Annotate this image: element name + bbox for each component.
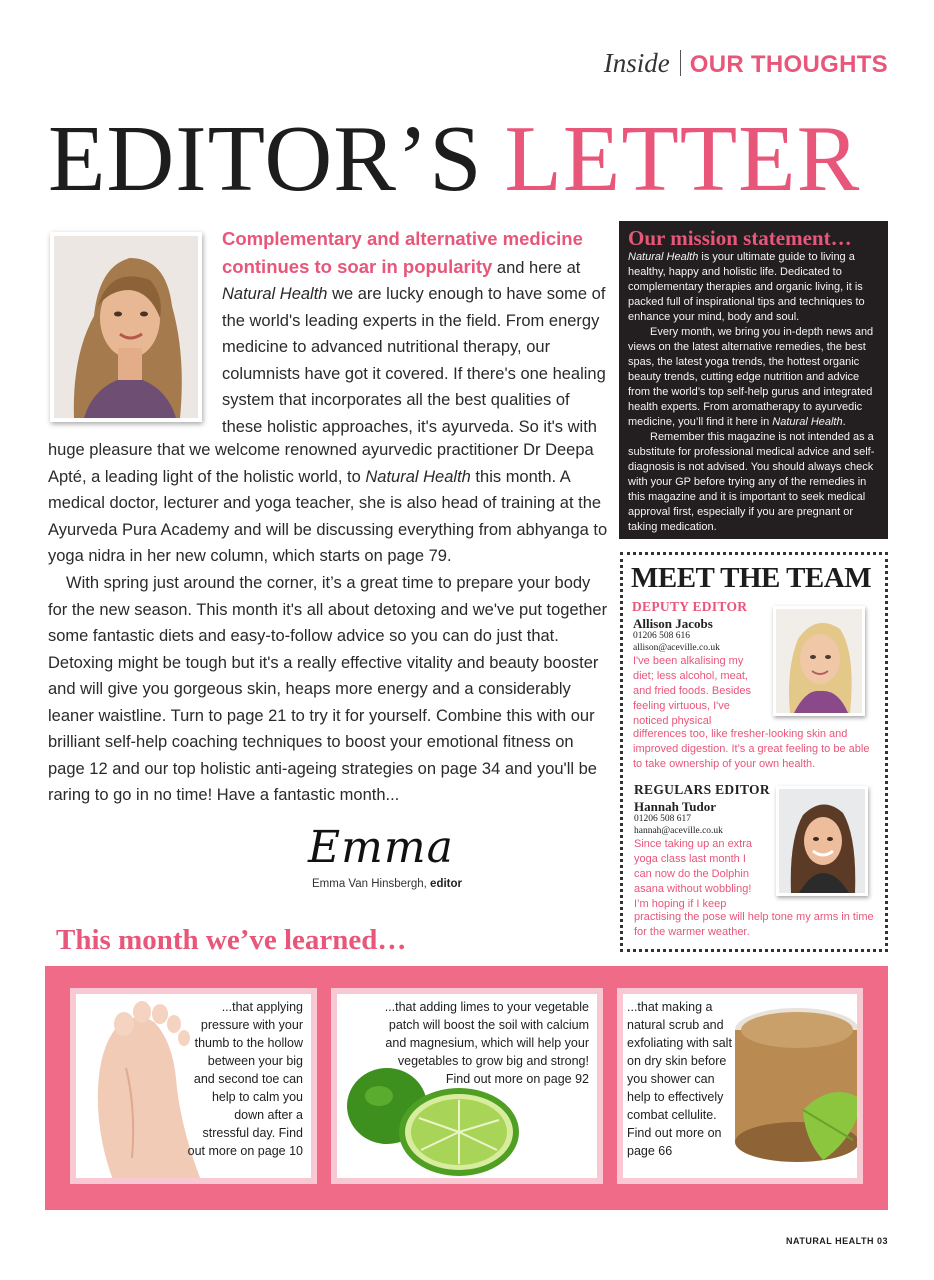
member-quote: Since taking up an extra yoga class last month I can now do the Dolphin asana without wobbling! I’m hoping if I keep [634, 838, 753, 910]
mission-text-1: is your ultimate guide to living a healthy, happy and holistic life. Dedicated to complementary therapies and organic living, it is packed full of inspirational tips and techniques to enhance your mind, body and soul. [628, 251, 865, 323]
member-role: DEPUTY EDITOR [632, 599, 748, 614]
section-label-inside: Inside [603, 48, 670, 78]
mission-paragraph-2 [628, 325, 879, 430]
mission-text-2: Every month, we bring you in-depth news and views on the latest alternative remedies, the best spas, the latest yoga trends, the hottest organic beauty trends, cutting edge nutrition and advice from the world’s top self-help gurus and integrated health experts. From aromatherapy to ayurvedic medicine, you’ll find it here in [628, 326, 874, 428]
mission-text-2-end: . [842, 416, 846, 428]
tip-text: ...that adding limes to your vegetable patch will boost the soil with calcium and magnesium, which will help your vegetables to grow big and strong! Find out more on page 92 [384, 1000, 589, 1086]
team-title: MEET THE TEAM [631, 562, 872, 594]
member-phone: 01206 508 617 [634, 814, 691, 824]
member-quote: I've been alkalising my diet; less alcohol, meat, and fried foods. Besides feeling virtuous, I've noticed physical [633, 655, 752, 727]
member-quote-continued: practising the pose will help tone my arms in time for the warmer weather. [634, 911, 874, 938]
member-portrait-illustration [776, 609, 862, 713]
intro-text-2: we are lucky enough to have some of the world's leading experts in the field. From energy medicine to advanced nutritional therapy, our columnists have got it covered. If there's one healing system that incorporates all the best qualities of these holistic approaches, it's ayurveda. So it's with [222, 285, 606, 436]
intro-continuation [48, 437, 610, 570]
member-photo [776, 786, 868, 896]
learned-title: This month we’ve learned… [56, 924, 407, 956]
member-phone: 01206 508 616 [633, 631, 690, 641]
member-email: allison@aceville.co.uk [633, 643, 720, 653]
tip-text: ...that applying pressure with your thumb to the hollow between your big and second toe can help to calm you down after a stressful day. Find out more on page 10 [187, 1000, 303, 1158]
section-header [604, 48, 888, 79]
continuation-text-1: huge pleasure that we welcome renowned ayurvedic practitioner Dr Deepa Apté, a leading light of the holistic world, to [48, 441, 594, 486]
intro-lead: Complementary and alternative medicine continues to soar in popularity [222, 228, 583, 277]
second-paragraph: With spring just around the corner, it’s a great time to prepare your body for the new season. This month it's all about detoxing and we've put together some fantastic diets and easy-to-follow advice so you can do just that. Detoxing might be tough but it's a really effective vitality and beauty booster and will give you gorgeous skin, heaps more energy and a considerably leaner waistline. Turn to page 21 to try it for yourself. Combine this with our brilliant self-help coaching techniques to boost your emotional fitness on page 12 and our top holistic anti-ageing strategies on page 34 and you'll be raring to go in no time! Have a fantastic month... [48, 574, 608, 804]
member-name: Allison Jacobs [633, 616, 713, 631]
editor-name: Emma Van Hinsbergh, [312, 878, 431, 890]
editor-signature: Emma [308, 822, 454, 873]
tip-panel-scrub [617, 988, 863, 1184]
signature-caption [312, 878, 462, 890]
member-role: REGULARS EDITOR [634, 782, 770, 797]
tip-panel-foot [70, 988, 317, 1184]
editor-role: editor [430, 878, 462, 890]
mission-paragraph-3: Remember this magazine is not intended as a substitute for professional medical advice and self-diagnosis is not advised. You should always check with your GP before trying any of the remedies in this magazine and it is important to seek medical approval first, especially if you are pregnant or taking medication. [628, 431, 875, 533]
magazine-name: Natural Health [365, 467, 471, 486]
page-title [48, 107, 861, 211]
mission-title: Our mission statement… [628, 226, 852, 250]
magazine-name: Natural Health [772, 416, 843, 428]
intro-paragraph [222, 226, 612, 440]
continuation-text-2: this month. A medical doctor, lecturer and yoga teacher, she is also head of training at the Ayurveda Pura Academy and will be discussing everything from abhyanga to yoga nidra in her new column, which starts on page 79. [48, 467, 608, 565]
header-divider [680, 50, 681, 76]
mission-paragraph-1 [628, 250, 879, 325]
intro-text-1: and here at [492, 258, 581, 277]
member-photo [773, 606, 865, 716]
editor-photo [50, 232, 202, 422]
mission-statement-box [619, 221, 888, 539]
title-part-1: EDITOR’S [48, 107, 483, 211]
tip-panel-limes [331, 988, 603, 1184]
magazine-name: Natural Health [222, 285, 328, 303]
title-part-2: LETTER [504, 107, 861, 211]
member-name: Hannah Tudor [634, 799, 717, 814]
section-label: OUR THOUGHTS [689, 51, 888, 78]
magazine-name: Natural Health [628, 251, 699, 263]
editor-portrait-illustration [54, 236, 198, 418]
member-quote-continued: differences too, like fresher-looking skin and improved digestion. It’s a great feeling to be able to take ownership of your own health. [633, 728, 870, 770]
tip-text: ...that making a natural scrub and exfoliating with salt on dry skin before you shower can help to effectively combat cellulite. Find out more on page 66 [627, 1000, 732, 1158]
member-email: hannah@aceville.co.uk [634, 826, 723, 836]
page-footer: NATURAL HEALTH 03 [785, 1236, 888, 1246]
member-portrait-illustration [779, 789, 865, 893]
